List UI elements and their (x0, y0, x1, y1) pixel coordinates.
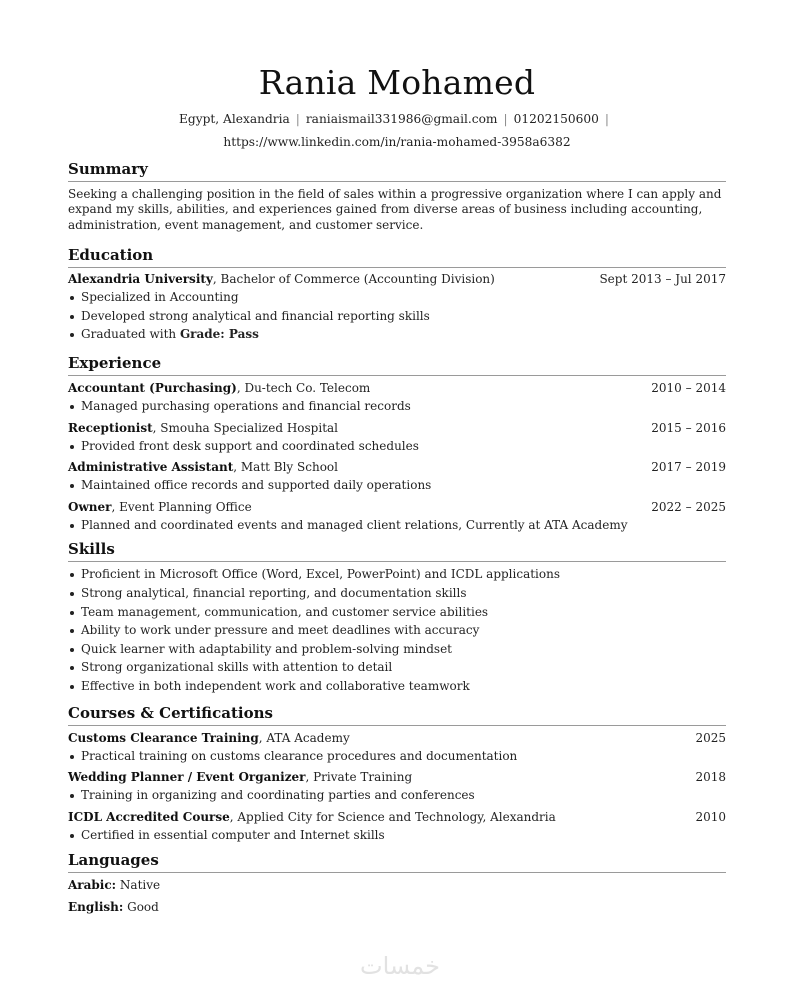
bullet-item: Certified in essential computer and Internet skills (68, 826, 726, 845)
education-section (68, 245, 726, 344)
skill-item: Quick learner with adaptability and problem-solving mindset (68, 640, 726, 659)
experience-entry (68, 379, 726, 416)
linkedin-link[interactable]: https://www.linkedin.com/in/rania-mohamed-3958a6382 (223, 135, 571, 149)
experience-bullets (68, 397, 726, 416)
course-entry-title (68, 768, 412, 786)
skill-item: Team management, communication, and customer service abilities (68, 603, 726, 622)
candidate-name: Rania Mohamed (258, 63, 536, 102)
skill-item: Ability to work under pressure and meet deadlines with accuracy (68, 621, 726, 640)
section-title-skills: Skills (68, 539, 726, 562)
course-date: 2018 (695, 770, 726, 785)
education-date: Sept 2013 – Jul 2017 (599, 272, 726, 287)
grade-prefix: Graduated with (81, 327, 180, 342)
bullet-item: Maintained office records and supported daily operations (68, 476, 726, 495)
job-role: Owner (68, 499, 112, 514)
organization: , Du-tech Co. Telecom (236, 381, 371, 395)
section-title-courses: Courses & Certifications (68, 703, 726, 726)
experience-entry (68, 458, 726, 495)
watermark-logo: خمسات (359, 952, 441, 980)
job-role: Accountant (Purchasing) (68, 381, 237, 395)
section-title-education: Education (68, 245, 726, 268)
courses-section (68, 703, 726, 845)
education-entry-title (68, 270, 495, 288)
skills-section (68, 539, 726, 695)
bullet-item: Provided front desk support and coordinated schedules (68, 437, 726, 456)
contact-line-2 (68, 131, 726, 154)
experience-date: 2010 – 2014 (651, 381, 726, 395)
experience-entry (68, 498, 726, 535)
organization: , Matt Bly School (233, 460, 338, 475)
experience-entry-header (68, 419, 726, 437)
resume-page (68, 0, 726, 918)
bullet-item: Training in organizing and coordinating parties and conferences (68, 786, 726, 805)
language-level: Good (127, 899, 159, 914)
experience-entry-title (68, 458, 338, 476)
skill-item: Proficient in Microsoft Office (Word, Excel, PowerPoint) and ICDL applications (68, 565, 726, 584)
course-bullets (68, 747, 726, 766)
experience-bullets (68, 437, 726, 456)
grade-label: Grade: Pass (179, 327, 259, 342)
experience-entry-title (68, 379, 370, 397)
language-name: English: (68, 899, 124, 914)
experience-date: 2015 – 2016 (651, 420, 726, 435)
experience-bullets (68, 516, 726, 535)
organization: , Event Planning Office (111, 499, 252, 514)
course-provider: , ATA Academy (258, 730, 350, 745)
course-bullets (68, 826, 726, 845)
course-provider: , Applied City for Science and Technology, Alexandria (229, 809, 556, 824)
institution-name: Alexandria University (68, 272, 213, 287)
email-link[interactable]: raniaismail331986@gmail.com (305, 112, 498, 126)
degree: , Bachelor of Commerce (Accounting Division) (212, 272, 495, 287)
separator: | (503, 112, 508, 126)
languages-list (68, 875, 726, 918)
course-bullets (68, 786, 726, 805)
summary-section (68, 159, 726, 233)
job-role: Receptionist (68, 420, 153, 435)
experience-section (68, 353, 726, 534)
location: Egypt, Alexandria (179, 112, 290, 126)
experience-date: 2017 – 2019 (651, 460, 726, 475)
skill-item: Strong analytical, financial reporting, and documentation skills (68, 584, 726, 603)
job-role: Administrative Assistant (68, 460, 234, 475)
phone-number: 01202150600 (513, 112, 599, 126)
experience-entry-header (68, 458, 726, 476)
course-entry-title (68, 729, 350, 747)
section-title-summary: Summary (68, 159, 726, 182)
section-title-languages: Languages (68, 850, 726, 873)
contact-info (68, 108, 726, 154)
separator: | (604, 112, 609, 126)
bullet-item: Managed purchasing operations and financial records (68, 397, 726, 416)
experience-bullets (68, 476, 726, 495)
section-title-experience: Experience (68, 353, 726, 376)
organization: , Smouha Specialized Hospital (152, 420, 339, 435)
experience-date: 2022 – 2025 (651, 499, 726, 514)
bullet-item: Planned and coordinated events and managed client relations, Currently at ATA Academy (68, 516, 726, 535)
contact-line-1 (68, 108, 726, 131)
course-date: 2025 (695, 730, 726, 745)
separator: | (295, 112, 300, 126)
language-item (68, 875, 726, 897)
experience-entry-header (68, 379, 726, 397)
course-provider: , Private Training (305, 770, 413, 785)
course-entry-header (68, 729, 726, 747)
experience-entry-header (68, 498, 726, 516)
course-name: Customs Clearance Training (68, 730, 259, 745)
bullet-item: Practical training on customs clearance procedures and documentation (68, 747, 726, 766)
skills-list (68, 565, 726, 695)
course-entry (68, 729, 726, 766)
bullet-item (68, 325, 726, 344)
course-entry-header (68, 808, 726, 826)
course-entry-header (68, 768, 726, 786)
course-entry (68, 808, 726, 845)
skill-item: Effective in both independent work and collaborative teamwork (68, 677, 726, 696)
bullet-item: Specialized in Accounting (68, 288, 726, 307)
summary-text: Seeking a challenging position in the field of sales within a progressive organization where I can apply and expand my skills, abilities, and experiences gained from diverse areas of business including accounting, administration, event management, and customer service. (68, 187, 722, 232)
experience-entry-title (68, 498, 252, 516)
education-entry-header (68, 270, 726, 288)
course-entry-title (68, 808, 556, 826)
experience-entry (68, 419, 726, 456)
course-name: Wedding Planner / Event Organizer (68, 770, 306, 785)
skill-item: Strong organizational skills with attention to detail (68, 658, 726, 677)
language-name: Arabic: (68, 878, 117, 893)
course-date: 2010 (695, 809, 726, 824)
language-item (68, 897, 726, 919)
education-entry (68, 270, 726, 344)
experience-entry-title (68, 419, 338, 437)
education-bullets (68, 288, 726, 344)
course-entry (68, 768, 726, 805)
course-name: ICDL Accredited Course (68, 809, 230, 824)
language-level: Native (119, 878, 161, 893)
bullet-item: Developed strong analytical and financial reporting skills (68, 307, 726, 326)
languages-section (68, 850, 726, 918)
